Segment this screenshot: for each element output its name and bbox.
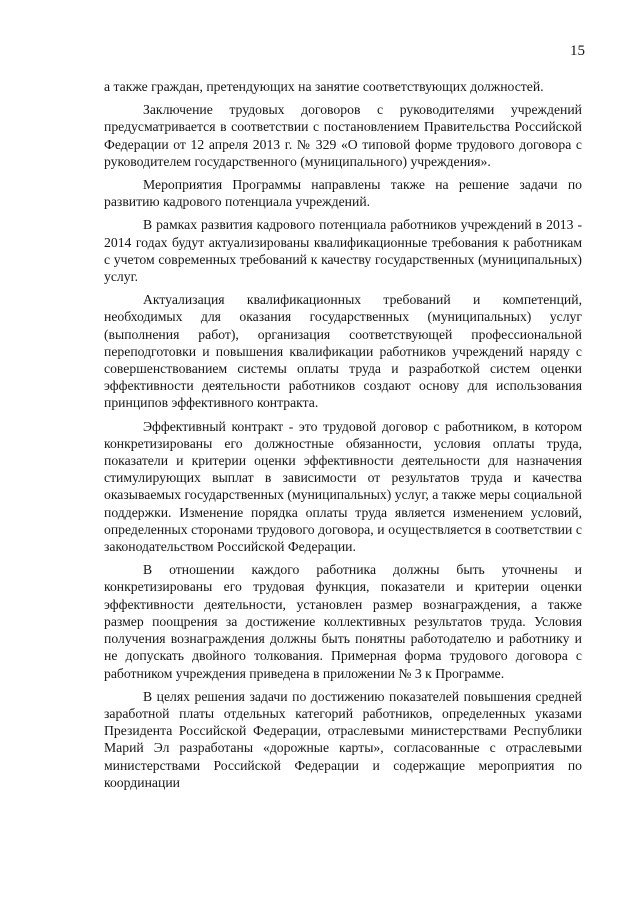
page-number: 15 bbox=[570, 43, 585, 59]
paragraph-program-measures: Мероприятия Программы направлены также на решение задачи по развитию кадрового потенциала учреждений. bbox=[104, 177, 582, 210]
paragraph-employee-evaluation: В отношении каждого работника должны быть уточнены и конкретизированы его трудовая функция, показатели и критерии оценки эффективности деятельности, установлен размер вознаграждения, а также размер поощрения за достижение коллективных результатов труда. Условия получения вознаграждения должны быть понятны работодателю и работнику и не допускать двойного толкования. Примерная форма трудового договора с работником учреждения приведена в приложении № 3 к Программе. bbox=[104, 562, 582, 681]
paragraph-effective-contract: Эффективный контракт - это трудовой договор с работником, в котором конкретизированы его должностные обязанности, условия оплаты труда, показатели и критерии оценки эффективности деятельности для назначения стимулирующих выплат в зависимости от результатов труда и качества оказываемых государственных (муниципальных) услуг, а также меры социальной поддержки. Изменение порядка оплаты труда является изменением условий, определенных сторонами трудового договора, и осуществляется в соответствии с законодательством Российской Федерации. bbox=[104, 418, 582, 555]
paragraph-qualification-requirements: В рамках развития кадрового потенциала работников учреждений в 2013 - 2014 годах будут актуализированы квалификационные требования к работникам с учетом современных требований к качеству государственных (муниципальных) услуг. bbox=[104, 217, 582, 285]
paragraph-roadmaps: В целях решения задачи по достижению показателей повышения средней заработной платы отдельных категорий работников, определенных указами Президента Российской Федерации, отраслевыми министерствами Республики Марий Эл разработаны «дорожные карты», согласованные с отраслевыми министерствами Российской Федерации и содержащие мероприятия по координации bbox=[104, 688, 582, 790]
body-text bbox=[104, 78, 582, 797]
paragraph-competencies: Актуализация квалификационных требований и компетенций, необходимых для оказания государственных (муниципальных) услуг (выполнения работ), организация соответствующей профессиональной переподготовки и повышения квалификации работников учреждений наряду с совершенствованием системы оплаты труда и разработкой систем оценки эффективности деятельности работников создают основу для использования принципов эффективного контракта. bbox=[104, 292, 582, 411]
paragraph-continuation: а также граждан, претендующих на занятие соответствующих должностей. bbox=[104, 79, 544, 94]
paragraph-employment-contracts: Заключение трудовых договоров с руководителями учреждений предусматривается в соответствии с постановлением Правительства Российской Федерации от 12 апреля 2013 г. № 329 «О типовой форме трудового договора с руководителем государственного (муниципального) учреждения». bbox=[104, 102, 582, 169]
